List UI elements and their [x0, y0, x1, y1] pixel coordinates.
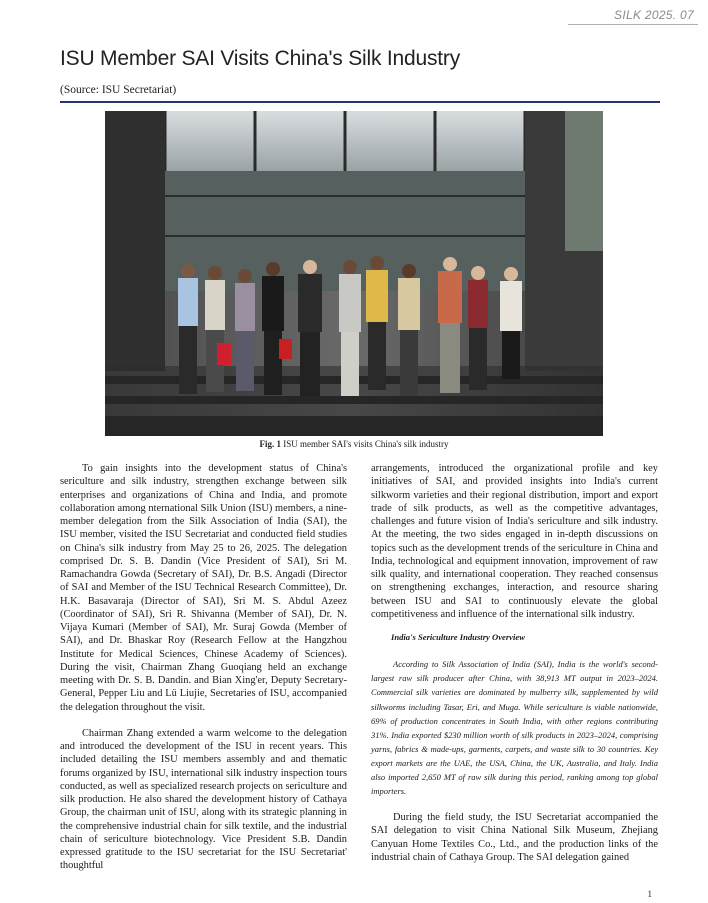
figure-caption — [0, 439, 708, 449]
paragraph-field-study: During the field study, the ISU Secretariat accompanied the SAI delegation to visit China National Silk Museum, Zhejiang Canyuan Home Textiles Co., Ltd., and the production links of the industrial chain of Cathaya Group. The SAI delegation gained — [371, 812, 658, 863]
sidebar-text: According to Silk Association of India (SAI), India is the world's second-largest raw silk producer after China, with 38,913 MT output in 2023–2024. Commercial silk varieties are dominated by mulberry silk, supplemented by wild silkworms including Tasar, Eri, and Muga. While sericulture is viable nationwide, 69% of production concentrates in South India, with other regions contributing 31%. India exported $230 million worth of silk products in 2023–2024, comprising yarns, fabrics & made-ups, garments, carpets, and waste silk to 30 countries. Key export markets are the UAE, the USA, China, the UK, Australia, and Italy. India also imported 2,650 MT of raw silk during this period, ranking among top global importers. — [371, 659, 658, 797]
page-number: 1 — [647, 889, 652, 899]
caption-text: ISU member SAI's visits China's silk industry — [283, 439, 449, 449]
caption-label: Fig. 1 — [259, 439, 281, 449]
left-column — [60, 462, 347, 873]
title-divider — [60, 101, 660, 103]
article-title: ISU Member SAI Visits China's Silk Industry — [60, 47, 460, 70]
header-divider — [568, 24, 698, 25]
article-source: (Source: ISU Secretariat) — [60, 84, 177, 96]
sidebar-title: India's Sericulture Industry Overview — [391, 632, 525, 642]
delegation-photo — [105, 111, 603, 436]
right-column — [371, 462, 658, 864]
paragraph-meeting-cont: arrangements, introduced the organizational profile and key initiatives of SAI, and provided insights into India's current silkworm varieties and their regional distribution, import and export trade of silk products, as well as the competitive advantages, challenges and future vision of India's sericulture and silk industry. At the meeting, the two sides engaged in in-depth discussions on topics such as the development trends of the sericulture in China and India, technological and equipment innovation, improvement of raw silk quality, and international cooperation. They reached consensus on strengthening exchanges, interaction, and resource sharing between ISU and SAI to continuously elevate the global competitiveness and influence of the international silk industry. — [371, 463, 658, 620]
paragraph-meeting: Chairman Zhang extended a warm welcome to the delegation and introduced the development of the ISU in recent years. This included detailing the ISU members assembly and and thematic forums organized by ISU, international silk industry inspection tours conducted, as well as specialized research projects on sericulture and silk production. He also shared the development history of Cathaya Group, the chairman unit of ISU, along with its strategic planning in the comprehensive industrial chain for silk textile, and the industrial chain of sericulture biotechnology. Vice President S.B. Dandin expressed gratitude to the ISU secretariat for the ISU Secretariat' thoughtful — [60, 727, 347, 872]
issue-label: SILK 2025. 07 — [614, 8, 694, 22]
paragraph-intro: To gain insights into the development status of China's sericulture and silk industry, strengthen exchange between silk enterprises and organizations of China and India, and promote collaboration among nternational Silk Union (ISU) members, a nine-member delegation from the Silk Association of India (SAI), the ISU member, visited the ISU Secretariat and conducted field studies on China's silk industry from May 25 to 26, 2025. The delegation comprised Dr. S. B. Dandin (Vice President of SAI), Sri M. Ramachandra Gowda (Secretary of SAI), Dr. B.S. Angadi (Director of SAI and Member of the ISU Technical Research Committee), Dr. H.K. Basavaraja (Director of SAI), Sri M. S. Abdul Azeez (Coordinator of SAI), Sri R. Shivanna (Member of SAI), Dr. N. Vijaya Kumari (Member of SAI), Mr. Suraj Gowda (Member of SAI), and Dr. Bhaskar Roy (Research Fellow at the Hangzhou Institute for Medical Sciences, Chinese Academy of Sciences). During the visit, Chairman Zhang Guoqiang held an exchange meeting with Dr. S. B. Dandin. and Bian Xing'er, Deputy Secretary-General, Pepper Liu and Lü Liujie, Secretaries of ISU, accompanied the delegation throughout the visit. — [60, 463, 347, 713]
